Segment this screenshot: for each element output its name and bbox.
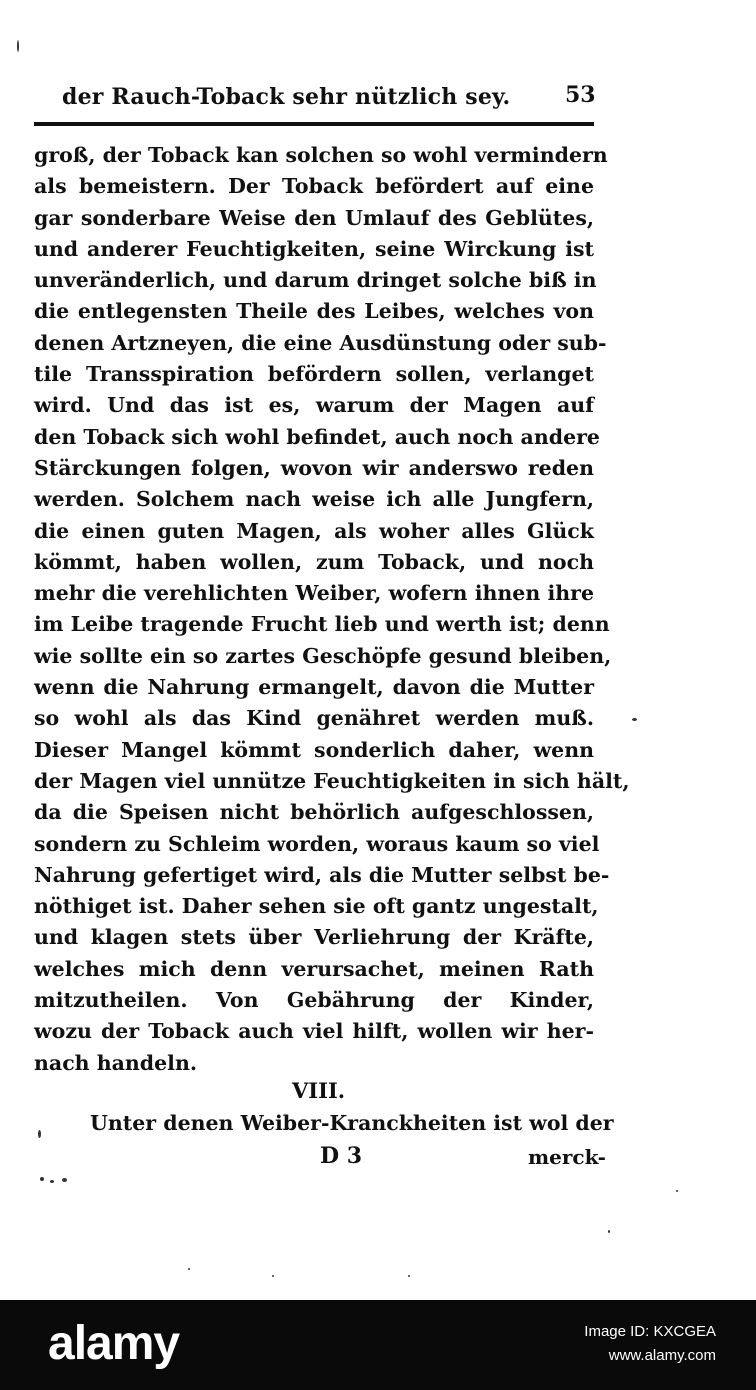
speck — [408, 1275, 410, 1277]
section-number: VIII. — [292, 1078, 346, 1103]
text-line: so wohl als das Kind genähret werden muß. — [34, 706, 594, 731]
speck — [40, 1177, 44, 1181]
text-line: kömmt, haben wollen, zum Toback, und noch — [34, 549, 594, 574]
speck — [676, 1190, 678, 1192]
text-line: tile Transspiration befördern sollen, verlanget — [34, 362, 594, 387]
speck — [38, 1130, 41, 1138]
text-line: unveränderlich, und darum dringet solche biß in — [34, 268, 597, 293]
header-rule — [34, 122, 594, 126]
running-head: der Rauch-Toback sehr nützlich sey. — [62, 84, 511, 110]
watermark-url: www.alamy.com — [608, 1347, 716, 1364]
speck — [17, 40, 19, 52]
text-line: wozu der Toback auch viel hilft, wollen wir her- — [34, 1019, 594, 1044]
text-line: Dieser Mangel kömmt sonderlich daher, wenn — [34, 737, 594, 762]
text-line: welches mich denn verursachet, meinen Rath — [34, 956, 594, 981]
text-line: mehr die verehlichten Weiber, wofern ihnen ihre — [34, 581, 594, 606]
text-line: mitzutheilen. Von Gebährung der Kinder, — [34, 988, 594, 1013]
alamy-logo: alamy — [48, 1317, 180, 1370]
text-line: die einen guten Magen, als woher alles Glück — [34, 518, 594, 543]
text-line: da die Speisen nicht behörlich aufgeschlossen, — [34, 800, 594, 825]
speck — [62, 1178, 67, 1182]
text-line: und klagen stets über Verliehrung der Kräfte, — [34, 925, 594, 950]
speck — [50, 1180, 54, 1183]
text-line: sondern zu Schleim worden, woraus kaum so viel — [34, 831, 600, 856]
text-line: wenn die Nahrung ermangelt, davon die Mutter — [34, 675, 594, 700]
text-line: Stärckungen folgen, wovon wir anderswo reden — [34, 455, 594, 480]
text-line: als bemeistern. Der Toback befördert auf eine — [34, 174, 594, 199]
text-line: die entlegensten Theile des Leibes, welches von — [34, 299, 594, 324]
text-line: nöthiget ist. Daher sehen sie oft gantz ungestalt, — [34, 894, 599, 919]
text-line: den Toback sich wohl befindet, auch noch andere — [34, 424, 600, 449]
text-line: der Magen viel unnütze Feuchtigkeiten in sich hält, — [34, 768, 630, 793]
speck — [608, 1230, 610, 1233]
image-id: Image ID: KXCGEA — [584, 1323, 716, 1340]
text-line: wird. Und das ist es, warum der Magen auf — [34, 393, 594, 418]
page-number: 53 — [565, 82, 596, 108]
body-text — [34, 140, 630, 1079]
text-line: und anderer Feuchtigkeiten, seine Wirckung ist — [34, 236, 594, 261]
text-line: groß, der Toback kan solchen so wohl vermindern — [34, 143, 608, 167]
text-line: werden. Solchem nach weise ich alle Jungfern, — [34, 487, 594, 512]
speck — [632, 718, 637, 721]
text-line: im Leibe tragende Frucht lieb und werth ist; denn — [34, 612, 610, 637]
speck — [272, 1275, 274, 1277]
text-line: nach handeln. — [34, 1050, 198, 1075]
text-line: gar sonderbare Weise den Umlauf des Geblütes, — [34, 205, 594, 230]
speck — [188, 1268, 190, 1270]
catchword: merck- — [528, 1145, 606, 1169]
section-first-line: Unter denen Weiber-Kranckheiten ist wol der — [90, 1111, 614, 1135]
signature-mark: D 3 — [320, 1143, 363, 1169]
text-line: denen Artzneyen, die eine Ausdünstung oder sub- — [34, 330, 607, 355]
text-line: wie sollte ein so zartes Geschöpfe gesund bleiben, — [34, 643, 612, 668]
text-line: Nahrung gefertiget wird, als die Mutter selbst be- — [34, 862, 610, 887]
